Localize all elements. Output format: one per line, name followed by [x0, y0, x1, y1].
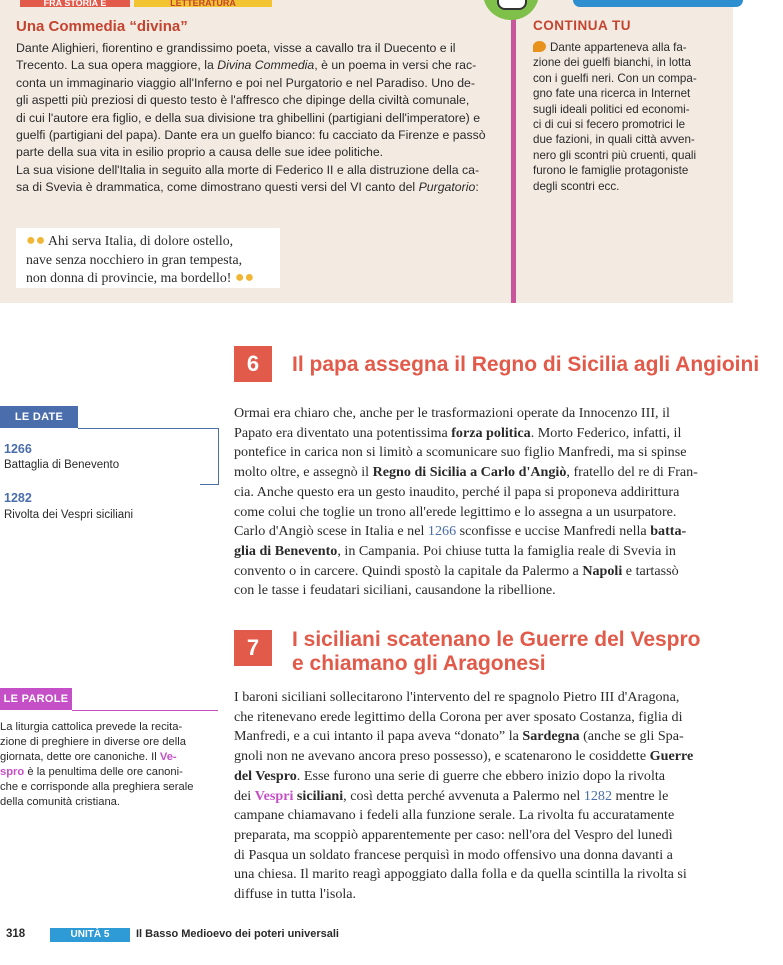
banner-right-strip: [573, 0, 743, 7]
date-year-1266: 1266: [4, 442, 32, 456]
body-line: del Vespro. Esse furono una serie di guerre che ebbero inizio dopo la rivolta: [234, 767, 666, 784]
le-parole-text: [0, 720, 215, 811]
parole-line: La liturgia cattolica prevede la recita-: [0, 721, 183, 733]
continua-line: sugli ideali politici ed economi-: [533, 102, 690, 116]
section-6-body: [234, 404, 730, 601]
footer-title: Il Basso Medioevo dei poteri universali: [136, 928, 339, 940]
body-line: una chiesa. Il marito reagì appoggiato dalla folla e da quella scintilla la rivolta si: [234, 866, 687, 883]
continua-line: gno fate una ricerca in Internet: [533, 87, 691, 101]
body-line: preparata, ma scoppiò apparentemente per caso: nell'ora del Vespro del lunedì: [234, 826, 673, 843]
commedia-title: Una Commedia “divina”: [16, 18, 188, 35]
body-line: Manfredi, e a cui intanto il papa aveva “donato” la Sardegna (anche se gli Spa-: [234, 728, 684, 745]
body-line: come colui che toglie un trono all'erede legittimo e lo assegna a un usurpatore.: [234, 503, 677, 520]
box-divider: [511, 0, 516, 303]
le-date-badge: LE DATE: [0, 406, 78, 428]
section-7-title-line2: e chiamano gli Aragonesi: [292, 652, 546, 675]
date-label: Rivolta dei Vespri siciliani: [4, 509, 134, 521]
commedia-line: gli aspetti più preziosi di questo testo è l'affresco che dipinge della civiltà comunale,: [16, 93, 470, 108]
commedia-line: di cui l'autore era figlio, e della sua divisione tra ghibellini (partigiani dell'imperatore) e: [16, 110, 481, 125]
body-line: di Pasqua un soldato francese perquisì in modo offensivo una donna davanti a: [234, 846, 673, 863]
commedia-line: guelfi (partigiani del papa). Dante era un guelfo bianco: fu cacciato da Firenze e passò: [16, 128, 486, 143]
continua-title: CONTINUA TU: [533, 18, 631, 33]
quote-close-icon: ●●: [234, 269, 255, 286]
body-line: convento o in carcere. Quindi spostò la capitale da Palermo a Napoli e tartassò: [234, 562, 679, 579]
body-line: Carlo d'Angiò scese in Italia e nel 1266 sconfisse e uccise Manfredi nella batta-: [234, 523, 687, 540]
le-parole-badge: LE PAROLE: [0, 688, 72, 710]
commedia-line: sa di Svevia è drammatica, come dimostrano questi versi del VI canto del Purgatorio:: [16, 180, 479, 195]
commedia-line: Trecento. La sua opera maggiore, la Divina Commedia, è un poema in versi che rac-: [16, 58, 477, 73]
commedia-line: conta un immaginario viaggio all'Inferno e poi nel Purgatorio e nel Paradiso. Uno de-: [16, 75, 475, 90]
continua-line: nero gli scontri più cruenti, quali: [533, 148, 697, 162]
continua-text: [533, 40, 729, 194]
parole-line: giornata, dette ore canoniche. Il Ve-: [0, 751, 177, 764]
section-6-number: 6: [234, 346, 272, 382]
parole-line: spro è la penultima delle ore canoni-: [0, 766, 183, 779]
continua-line: due fazioni, in quali città avven-: [533, 133, 695, 147]
body-line: gnoli non ne avevano ancora preso possesso), e scatenarono le cosiddette Guerre: [234, 748, 694, 765]
body-line: diffuse in tutta l'isola.: [234, 886, 357, 903]
continua-line: con i guelfi neri. Con un compa-: [533, 71, 697, 85]
body-line: con le tasse i feudatari siciliani, causandone la ribellione.: [234, 582, 556, 599]
continua-line: Dante apparteneva alla fa-: [550, 41, 687, 54]
commedia-line: La sua visione dell'Italia in seguito alla morte di Federico II e alla distruzione della ca-: [16, 162, 480, 177]
commedia-paragraph-1: [16, 40, 508, 197]
body-line: campane chiamavano i fedeli alla funzione serale. La rivolta fu accuratamente: [234, 807, 675, 824]
body-line: glia di Benevento, in Campania. Poi chiuse tutta la famiglia reale di Svevia in: [234, 542, 676, 559]
commedia-line: Dante Alighieri, fiorentino e grandissimo poeta, visse a cavallo tra il Duecento e il: [16, 41, 456, 55]
bullet-icon: [533, 41, 546, 52]
continua-line: zione dei guelfi bianchi, in lotta: [533, 56, 691, 70]
banner-tab-letteratura: LETTERATURA: [134, 0, 272, 7]
unit-badge: UNITÀ 5: [50, 928, 130, 942]
page-number: 318: [6, 928, 26, 940]
body-line: che ritenevano erede legittimo della Corona per aver sposato Costanza, figlia di: [234, 708, 683, 725]
quote-open-icon: ●●: [26, 232, 46, 249]
continua-line: furono le famiglie protagoniste: [533, 164, 689, 178]
quote-card: [16, 228, 280, 288]
body-line: Papato era diventato una potentissima forza politica. Morto Federico, infatti, il: [234, 424, 682, 441]
le-date-line-vertical: [218, 428, 219, 484]
parole-line: della comunità cristiana.: [0, 796, 121, 809]
date-year-1282: 1282: [4, 491, 32, 505]
continua-line: degli scontri ecc.: [533, 179, 620, 193]
commedia-line: parte della sua vita in esilio proprio a causa delle sue idee politiche.: [16, 145, 384, 160]
le-parole-line: [72, 710, 218, 711]
le-date-line: [78, 428, 218, 429]
section-7-title-line1: I siciliani scatenano le Guerre del Vespro: [292, 628, 701, 651]
section-7-body: [234, 688, 730, 905]
section-7-number: 7: [234, 630, 272, 666]
quote-line: Ahi serva Italia, di dolore ostello,: [48, 233, 234, 248]
le-date-line-bottom: [200, 484, 219, 485]
date-label: Battaglia di Benevento: [4, 459, 120, 471]
section-6-title: Il papa assegna il Regno di Sicilia agli Angioini: [292, 353, 760, 376]
continua-line: ci di cui si fecero promotrici le: [533, 118, 686, 132]
body-line: dei Vespri siciliani, così detta perché avvenuta a Palermo nel 1282 mentre le: [234, 787, 669, 804]
parole-line: che e corrisponde alla preghiera serale: [0, 781, 194, 794]
quote-line: non donna di provincie, ma bordello!: [26, 270, 232, 285]
quote-line: nave senza nocchiero in gran tempesta,: [26, 251, 243, 267]
body-line: I baroni siciliani sollecitarono l'intervento del re spagnolo Pietro III d'Aragona,: [234, 689, 680, 705]
body-line: molto oltre, e assegnò il Regno di Sicilia a Carlo d'Angiò, fratello del re di Fran-: [234, 464, 698, 481]
parole-line: zione di preghiere in diverse ore della: [0, 736, 186, 749]
body-line: cia. Anche questo era un gesto inaudito, perché il papa si proponeva addirittura: [234, 483, 680, 500]
banner-tab-storia: FRA STORIA E: [20, 0, 130, 7]
body-line: pontefice in carica non si limitò a scomunicare suo figlio Manfredi, ma si spinse: [234, 444, 687, 461]
body-line: Ormai era chiaro che, anche per le trasformazioni operate da Innocenzo III, il: [234, 405, 670, 421]
